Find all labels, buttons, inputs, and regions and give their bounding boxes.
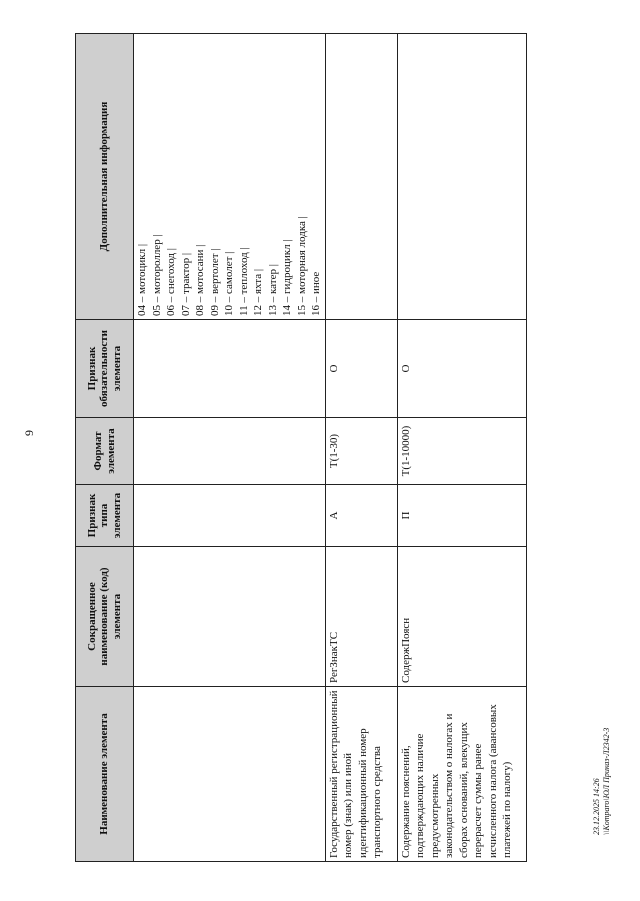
row-name-cell: Содержание пояснений, подтверждающих наличие предусмотренных законодательством о налогах и сборах оснований, влекущих перерасчет суммы ранее исчисленного налога (авансовых платежей по налогу): [397, 687, 526, 862]
row-required-cell: О: [325, 320, 397, 418]
row-info-cell: [134, 34, 326, 320]
vehicle-type-code: 09 – вертолет |: [208, 248, 221, 316]
vehicle-type-code: 13 – катер |: [266, 264, 279, 316]
element-spec-table: [75, 33, 527, 862]
vehicle-type-code: 14 – гидроцикл |: [281, 239, 294, 316]
row-info-cell: [397, 34, 526, 320]
vehicle-type-code: 15 – моторная лодка |: [295, 216, 308, 316]
stamp-datetime: 23.12.2025 14:26: [592, 778, 601, 835]
row-name-cell: Государственный регистрационный номер (знак) или иной идентификационный номер транспортного средства: [325, 687, 397, 862]
vehicle-type-code: 04 – мотоцикл |: [136, 243, 148, 316]
header-element-format: Формат элемента: [76, 418, 134, 485]
row-type-cell: А: [325, 485, 397, 547]
header-element-type: Признак типа элемента: [76, 485, 134, 547]
vehicle-type-code: 12 – яхта |: [252, 268, 265, 316]
header-element-required: Признак обязательности элемента: [76, 320, 134, 418]
row-required-cell: [134, 320, 326, 418]
row-info-cell: [325, 34, 397, 320]
vehicle-type-code: 11 – теплоход |: [237, 247, 250, 316]
table-row: [134, 34, 326, 862]
vehicle-type-code: 06 – снегоход |: [165, 248, 178, 316]
vehicle-type-code: 07 – трактор |: [179, 252, 192, 316]
table-row: [325, 34, 397, 862]
row-type-cell: [134, 485, 326, 547]
header-element-code: Сокращенное наименование (код) элемента: [76, 547, 134, 687]
row-code-cell: РегЗнакТС: [325, 547, 397, 687]
vehicle-type-code: 05 – мотороллер |: [150, 234, 163, 316]
header-additional-info: Дополнительная информация: [76, 34, 134, 320]
table-container: [75, 34, 527, 862]
table-header-row: [76, 34, 134, 862]
vehicle-type-code: 10 – самолет |: [223, 251, 236, 316]
vehicle-type-code: 16 – иное: [310, 271, 323, 316]
print-stamp: [592, 728, 611, 835]
page-number: 9: [22, 430, 36, 436]
row-code-cell: СодержПоясн: [397, 547, 526, 687]
vehicle-type-code: 08 – мотосани |: [194, 244, 207, 316]
header-element-name: Наименование элемента: [76, 687, 134, 862]
row-required-cell: О: [397, 320, 526, 418]
stamp-path: \\Komparo\ЮЛ Приказ-Л2342-3: [601, 727, 611, 835]
row-format-cell: T(1-10000): [397, 418, 526, 485]
row-format-cell: [134, 418, 326, 485]
table-row: [397, 34, 526, 862]
row-format-cell: T(1-30): [325, 418, 397, 485]
row-type-cell: П: [397, 485, 526, 547]
row-code-cell: [134, 547, 326, 687]
row-name-cell: [134, 687, 326, 862]
